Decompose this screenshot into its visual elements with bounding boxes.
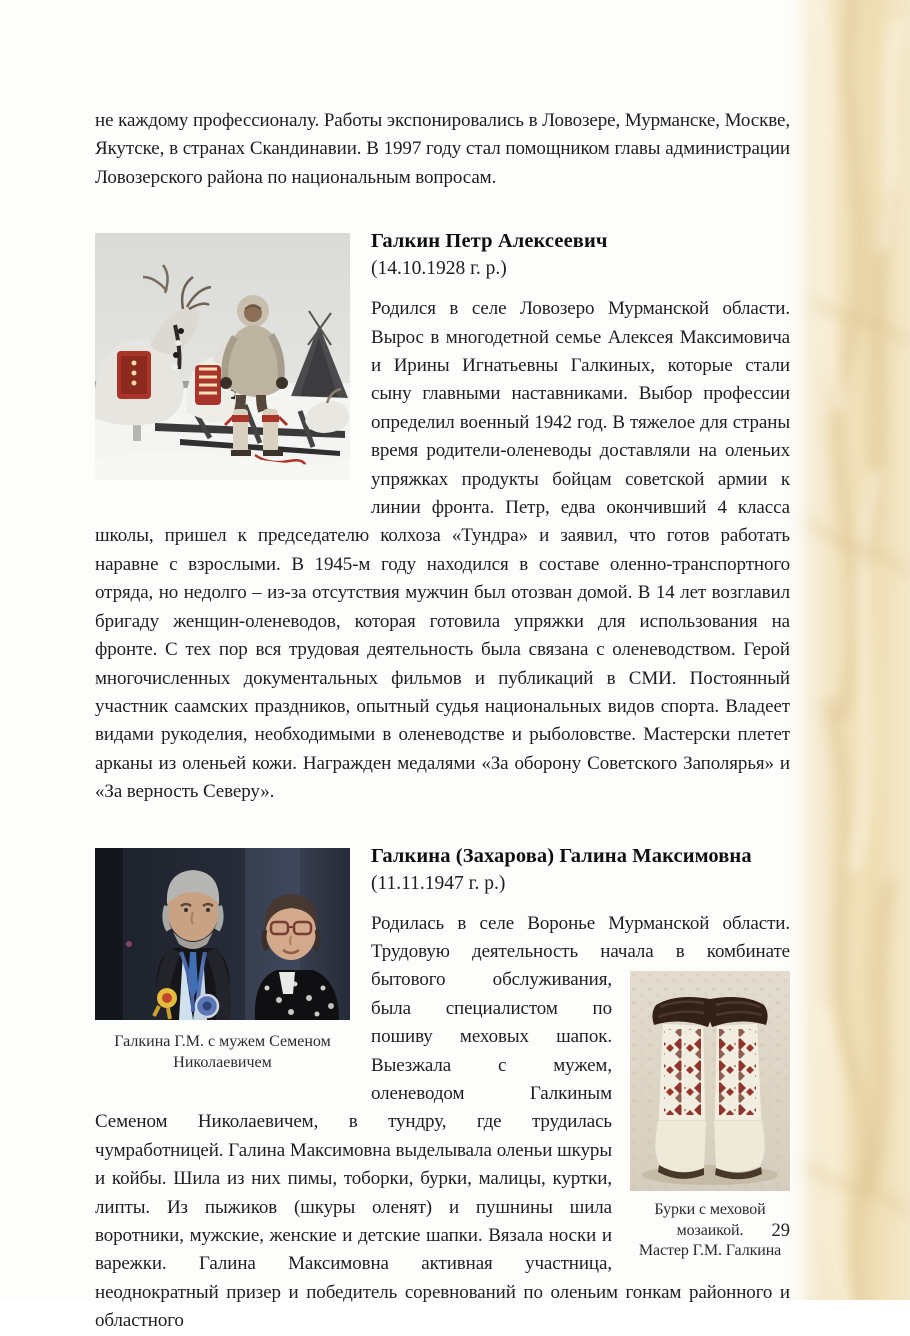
text-column	[95, 0, 790, 1336]
intro-paragraph: не каждому профессионалу. Работы экспонировались в Ловозере, Мурманске, Москве, Якутске, в странах Скандинавии. В 1997 году стал помощником главы администрации Ловозерского района по национальным вопросам.	[95, 110, 790, 188]
section-galkin-petr	[95, 230, 790, 806]
birth-date: (11.11.1947 г. р.)	[371, 872, 506, 894]
birth-date: (14.10.1928 г. р.)	[371, 258, 507, 280]
person-name-heading: Галкина (Захарова) Галина Максимовна	[371, 844, 752, 867]
person-name-heading: Галкин Петр Алексеевич	[371, 230, 608, 253]
photo-galkin-petr-figure	[95, 233, 350, 480]
page-edge-decoration	[780, 0, 910, 1300]
photo-galkina-with-husband-figure	[95, 848, 350, 1073]
fur-boots-photo-image	[630, 971, 790, 1191]
page-number: 29	[771, 1221, 790, 1241]
section-galkina-galina	[95, 845, 790, 1336]
photo-caption: Галкина Г.М. с мужем Семеном Николаевичем	[114, 1032, 331, 1071]
reindeer-sled-photo-image	[95, 233, 350, 480]
biography-text: Родился в селе Ловозеро Мурманской области. Вырос в многодетной семье Алексея Максимовича и Ирины Игнатьевны Галкиных, которые стали сыну главными наставниками. Выбор профессии определил военный 1942 год. В тяжелое для страны время родители-оленеводы доставляли на оленьих упряжках продукты бойцам советской армии к линии фронта. Петр, едва окончивший 4 класса школы, пришел к председателю колхоза «Тундра» и заявил, что готов работать наравне с взрослыми. В 1945-м году находился в составе оленно-транспортного отряда, но недолго – из-за отсутствия мужчин был отозван домой. В 14 лет возглавил бригаду женщин-оленеводов, которая готовила упряжки для использования на фронте. С тех пор вся трудовая деятельность была связана с оленеводством. Герой многочисленных документальных фильмов и публикаций в СМИ. Постоянный участник саамских праздников, опытный судья национальных видов спорта. Владеет видами рукоделия, необходимыми в оленеводстве и рыболовстве. Мастерски плетет арканы из оленьей кожи. Награжден медалями «За оборону Советского Заполярья» и «За верность Северу».	[95, 298, 790, 803]
bio-text-start: Родилась в селе Воронье Мурманской области. Трудовую деятельность начала в комбинате	[371, 912, 790, 962]
paper-texture-image	[780, 0, 910, 1300]
boots-caption-line2: Мастер Г.М. Галкина	[638, 1242, 782, 1260]
bio-text-rest: бытового обслуживания, была специалистом по пошиву меховых шапок. Выезжала с мужем, оленеводом Галкиным Семеном Николаевичем, в тундру, где трудилась чумработницей. Галина Максимовна выделывала оленьи шкуры и койбы. Шила из них пимы, тоборки, бурки, малицы, куртки, липты. Из пыжиков (шкуры оленят) и пушнины шила воротники, мужские, женские и детские шапки. Вязала носки и варежки. Галина Максимовна активная участница, неоднократный призер и победитель соревнований по оленьим гонкам районного и областного	[95, 969, 790, 1332]
boots-caption-line1: Бурки с меховой мозаикой.	[654, 1201, 766, 1239]
photo-boots-figure	[630, 971, 790, 1262]
couple-photo-image	[95, 848, 350, 1020]
